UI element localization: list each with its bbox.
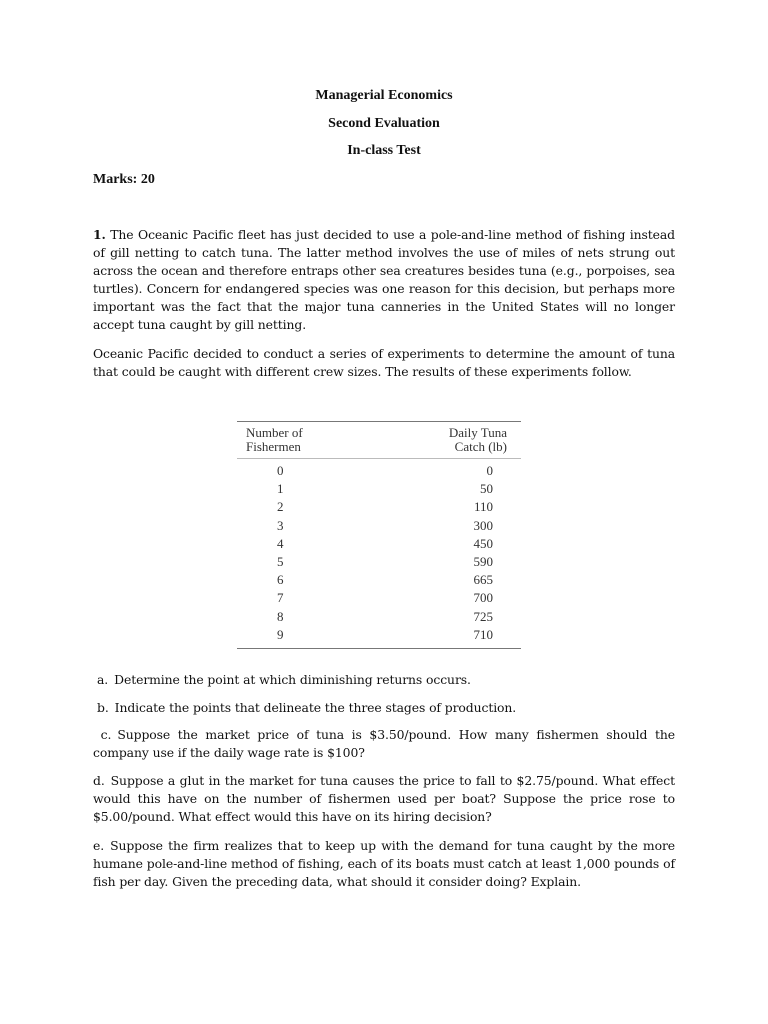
catch-cell: 0: [486, 463, 493, 478]
fishermen-cell: 6: [277, 572, 284, 588]
catch-cell: 300: [473, 517, 493, 533]
question-1-intro-text: The Oceanic Pacific fleet has just decided to use a pole-and-line method of fishing instead of gill netting to catch tuna. The latter method involves the use of miles of nets strung out across the ocean and therefore entraps other sea creatures besides tuna (e.g., porpoises, sea turtles). Concern for endangered species was one reason for this decision, but perhaps more important was the fact that the major tuna canneries in the United States will no longer accept tuna caught by gill netting.: [93, 227, 675, 332]
fishermen-cell: 8: [277, 608, 284, 624]
subquestion-e-text: Suppose the firm realizes that to keep up with the demand for tuna caught by the more humane pole-and-line method of fishing, each of its boats must catch at least 1,000 pounds of fish per day. Given the preceding data, what should it consider doing? Explain.: [93, 838, 675, 889]
subquestion-d-text: Suppose a glut in the market for tuna causes the price to fall to $2.75/pound. What effect would this have on the number of fishermen used per boat? Suppose the price rose to $5.00/pound. What effect would this have on its hiring decision?: [93, 773, 675, 824]
marks-label: Marks: 20: [93, 172, 155, 187]
subquestion-d: [93, 772, 675, 826]
test-type-title: In-class Test: [347, 143, 421, 158]
catch-cell: 725: [473, 608, 493, 624]
table-row: [237, 554, 521, 572]
subquestion-c-text: Suppose the market price of tuna is $3.50/pound. How many fishermen should the company use if the daily wage rate is $100?: [93, 727, 675, 760]
subquestion-b-label: b.: [97, 700, 109, 715]
table-row: [237, 572, 521, 590]
table-row: [237, 499, 521, 517]
fishermen-cell: 7: [277, 590, 284, 606]
table-row: [237, 518, 521, 536]
fishermen-cell: 1: [277, 481, 284, 497]
fishermen-cell: 5: [277, 553, 284, 569]
subquestion-e: [93, 837, 675, 891]
fishermen-cell: 3: [277, 517, 284, 533]
catch-cell: 590: [473, 553, 493, 569]
header-catch-line2: Catch (lb): [454, 439, 507, 454]
question-1-experiment: Oceanic Pacific decided to conduct a series of experiments to determine the amount of tuna that could be caught with different crew sizes. The results of these experiments follow.: [93, 346, 675, 379]
table-header-catch: [449, 426, 507, 454]
question-1-intro: [93, 226, 675, 334]
table-top-rule: [237, 421, 521, 422]
table-header-fishermen: [246, 426, 303, 454]
table-row: [237, 627, 521, 645]
catch-cell: 665: [473, 572, 493, 588]
table-row: [237, 609, 521, 627]
subquestion-d-label: d.: [93, 773, 105, 788]
fishermen-cell: 4: [277, 535, 284, 551]
table-row: [237, 536, 521, 554]
question-number: 1.: [93, 227, 106, 242]
table-row: [237, 590, 521, 608]
table-header-rule: [237, 458, 521, 459]
evaluation-title: Second Evaluation: [328, 116, 440, 131]
subquestion-b: [93, 699, 679, 717]
fishermen-cell: 9: [277, 626, 284, 642]
header-fishermen-line1: Number of: [246, 425, 303, 440]
subquestion-a: [93, 671, 679, 689]
catch-cell: 710: [473, 626, 493, 642]
catch-cell: 450: [473, 535, 493, 551]
table-body: [237, 463, 521, 645]
subquestion-c-label: c.: [100, 727, 112, 742]
subquestion-e-label: e.: [93, 838, 105, 853]
fishermen-cell: 0: [277, 463, 284, 478]
catch-cell: 110: [473, 499, 493, 515]
table-row: [237, 481, 521, 499]
subquestion-a-label: a.: [97, 672, 109, 687]
catch-cell: 50: [480, 481, 493, 497]
subquestion-c: [93, 726, 675, 762]
course-title: Managerial Economics: [315, 88, 453, 103]
table-bottom-rule: [237, 648, 521, 649]
header-catch-line1: Daily Tuna: [448, 425, 507, 440]
subquestion-a-text: Determine the point at which diminishing returns occurs.: [114, 672, 471, 687]
catch-cell: 700: [473, 590, 493, 606]
header-fishermen-line2: Fishermen: [246, 439, 301, 454]
table-row: [237, 463, 521, 481]
subquestion-b-text: Indicate the points that delineate the three stages of production.: [114, 700, 517, 715]
fishermen-cell: 2: [277, 499, 284, 515]
